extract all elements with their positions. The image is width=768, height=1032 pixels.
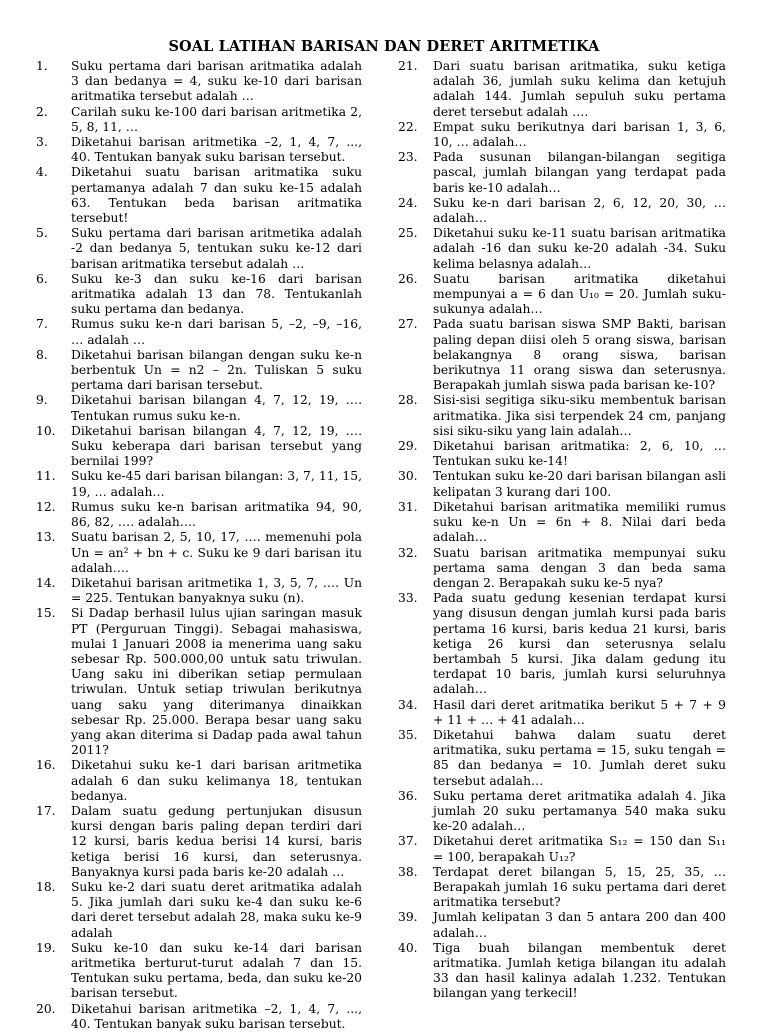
question-item [36,135,362,165]
question-text: Diketahui barisan aritmetika 1, 3, 5, 7, …. Un = 225. Tentukan banyaknya suku (n). [71,575,362,606]
question-text: Pada suatu gedung kesenian terdapat kursi yang disusun dengan jumlah kursi pada baris pertama 16 kursi, baris kedua 21 kursi, baris ketiga 26 kursi dan seterusnya selalu bertambah 5 kursi. Jika dalam gedung itu terdapat 10 baris, jumlah kursi seluruhnya adalah… [433,591,726,697]
question-text: Diketahui barisan bilangan 4, 7, 12, 19, …. Tentukan rumus suku ke-n. [71,393,362,423]
question-text: Diketahui suatu barisan aritmatika suku pertamanya adalah 7 dan suku ke-15 adalah 63. Tentukan beda barisan aritmatika tersebut! [71,165,362,226]
question-item [36,530,362,576]
question-item [36,880,362,941]
question-text: Diketahui barisan aritmetika –2, 1, 4, 7, ..., 40. Tentukan banyak suku barisan tersebut. [71,135,362,165]
question-number: 10. [36,423,56,438]
question-number: 38. [398,864,418,879]
question-text: Tentukan suku ke-20 dari barisan bilangan asli kelipatan 3 kurang dari 100. [433,469,726,499]
question-item [398,698,726,728]
question-number: 16. [36,758,56,773]
question-number: 19. [36,940,56,955]
question-item [398,120,726,150]
question-item [398,728,726,789]
question-item [36,393,362,423]
question-item [36,226,362,272]
question-number: 1. [36,59,48,73]
question-number: 6. [36,271,48,286]
question-number: 25. [398,226,418,241]
question-number: 5. [36,226,48,241]
question-text: Diketahui barisan aritmatika memiliki rumus suku ke-n Un = 6n + 8. Nilai dari beda adalah… [433,499,726,545]
question-number: 33. [398,591,418,606]
right-column [398,59,726,1002]
question-item [36,941,362,1002]
question-text: Empat suku berikutnya dari barisan 1, 3, 6, 10, … adalah… [433,119,726,150]
question-text: Suku ke-10 dan suku ke-14 dari barisan aritmetika berturut-turut adalah 7 dan 15. Tentukan suku pertama, beda, dan suku ke-20 barisan tersebut. [71,940,362,1001]
question-text: Suatu barisan aritmatika diketahui mempunyai a = 6 dan U₁₀ = 20. Jumlah suku-sukunya adalah… [433,271,726,317]
question-text: Suku pertama dari barisan aritmatika adalah 3 dan bedanya = 4, suku ke-10 dari barisan aritmatika tersebut adalah … [71,59,362,104]
question-number: 11. [36,469,56,484]
question-number: 3. [36,135,48,150]
question-item [398,393,726,439]
question-item [398,469,726,499]
question-item [36,758,362,804]
question-text: Suku ke-n dari barisan 2, 6, 12, 20, 30, … adalah… [433,195,726,226]
question-item [36,500,362,530]
question-number: 27. [398,317,418,332]
question-text: Diketahui barisan bilangan 4, 7, 12, 19, …. Suku keberapa dari barisan tersebut yang bernilai 199? [71,423,362,469]
question-number: 40. [398,940,418,955]
question-item [398,941,726,1002]
left-column [36,59,362,1032]
question-text: Diketahui suku ke-1 dari barisan aritmetika adalah 6 dan suku kelimanya 18, tentukan bedanya. [71,758,362,803]
question-item [36,576,362,606]
question-item [36,424,362,470]
question-text: Dalam suatu gedung pertunjukan disusun kursi dengan baris paling depan terdiri dari 12 kursi, baris kedua berisi 14 kursi, baris ketiga berisi 16 kursi, dan seterusnya. Banyaknya kursi pada baris ke-20 adalah … [71,803,362,879]
question-text: Carilah suku ke-100 dari barisan aritmetika 2, 5, 8, 11, … [71,104,362,134]
question-item [36,606,362,758]
question-text: Tiga buah bilangan membentuk deret aritmatika. Jumlah ketiga bilangan itu adalah 33 dan hasil kalinya adalah 1.232. Tentukan bilangan yang terkecil! [433,940,726,1001]
question-text: Sisi-sisi segitiga siku-siku membentuk barisan aritmatika. Jika sisi terpendek 24 cm, panjang sisi siku-siku yang lain adalah… [433,393,726,438]
question-text: Hasil dari deret aritmatika berikut 5 + 7 + 9 + 11 + … + 41 adalah… [433,697,726,727]
question-item [398,865,726,911]
question-item [36,165,362,226]
question-text: Suku ke-45 dari barisan bilangan: 3, 7, 11, 15, 19, … adalah… [71,469,362,499]
question-number: 18. [36,879,56,894]
question-number: 36. [398,788,418,803]
question-text: Suku ke-2 dari suatu deret aritmatika adalah 5. Jika jumlah dari suku ke-4 dan suku ke-6 dari deret tersebut adalah 28, maka suku ke-9 adalah [71,879,362,940]
question-item [398,439,726,469]
question-number: 31. [398,499,418,514]
question-number: 30. [398,469,418,484]
question-item [398,910,726,940]
question-text: Suku ke-3 dan suku ke-16 dari barisan aritmatika adalah 13 dan 78. Tentukanlah suku pertama dan bedanya. [71,271,362,317]
question-number: 37. [398,834,418,849]
question-number: 26. [398,271,418,286]
question-number: 39. [398,910,418,925]
question-number: 4. [36,165,48,180]
question-item [36,804,362,880]
question-text: Si Dadap berhasil lulus ujian saringan masuk PT (Perguruan Tinggi). Sebagai mahasiswa, mulai 1 Januari 2008 ia menerima uang saku sebesar Rp. 500.000,00 untuk satu triwulan. Uang saku ini diberikan setiap permulaan triwulan. Untuk setiap triwulan berikutnya uang saku yang diterimanya dinaikkan sebesar Rp. 25.000. Berapa besar uang saku yang akan diterima si Dadap pada awal tahun 2011? [71,606,362,758]
question-number: 29. [398,439,418,454]
question-item [398,317,726,393]
question-text: Suatu barisan aritmatika mempunyai suku pertama sama dengan 3 dan beda sama dengan 2. Berapakah suku ke-5 nya? [433,545,726,590]
question-text: Diketahui bahwa dalam suatu deret aritmatika, suku pertama = 15, suku tengah = 85 dan bedanya = 10. Jumlah deret suku tersebut adalah… [433,727,726,788]
question-text: Rumus suku ke-n dari barisan 5, –2, –9, –16, … adalah … [71,317,362,347]
question-number: 9. [36,393,48,408]
question-text: Diketahui barisan bilangan dengan suku ke-n berbentuk Un = n2 – 2n. Tuliskan 5 suku pertama dari barisan tersebut. [71,347,362,393]
question-item [36,469,362,499]
question-number: 23. [398,150,418,165]
question-number: 21. [398,59,418,73]
question-item [398,500,726,546]
question-item [36,272,362,318]
question-number: 20. [36,1001,56,1016]
question-number: 14. [36,575,56,590]
question-text: Diketahui suku ke-11 suatu barisan aritmatika adalah -16 dan suku ke-20 adalah -34. Suku kelima belasnya adalah… [433,226,726,271]
question-text: Suku pertama dari barisan aritmetika adalah -2 dan bedanya 5, tentukan suku ke-12 dari barisan aritmatika tersebut adalah … [71,226,362,271]
question-text: Diketahui deret aritmatika S₁₂ = 150 dan S₁₁ = 100, berapakah U₁₂? [433,834,726,864]
question-number: 24. [398,195,418,210]
question-text: Jumlah kelipatan 3 dan 5 antara 200 dan 400 adalah… [433,910,726,940]
question-item [36,317,362,347]
question-number: 13. [36,530,56,545]
question-number: 35. [398,727,418,742]
question-number: 8. [36,347,48,362]
question-number: 34. [398,697,418,712]
question-item [398,591,726,697]
question-item [398,272,726,318]
question-item [398,226,726,272]
question-item [36,59,362,105]
question-item [398,150,726,196]
question-item [398,789,726,835]
question-number: 28. [398,393,418,408]
question-item [36,348,362,394]
question-item [398,196,726,226]
question-item [36,105,362,135]
question-text: Diketahui barisan aritmatika: 2, 6, 10, … Tentukan suku ke-14! [433,439,726,469]
question-number: 22. [398,119,418,134]
question-text: Pada suatu barisan siswa SMP Bakti, barisan paling depan diisi oleh 5 orang siswa, barisan belakangnya 8 orang siswa, barisan berikutnya 11 orang siswa dan seterusnya. Berapakah jumlah siswa pada barisan ke-10? [433,317,726,393]
question-item [398,59,726,120]
question-item [398,546,726,592]
question-text: Suatu barisan 2, 5, 10, 17, …. memenuhi pola Un = an² + bn + c. Suku ke 9 dari barisan itu adalah…. [71,530,362,575]
question-number: 2. [36,104,48,119]
question-number: 7. [36,317,48,332]
question-number: 15. [36,606,56,621]
question-text: Rumus suku ke-n barisan aritmatika 94, 90, 86, 82, …. adalah…. [71,499,362,530]
question-item [36,1002,362,1032]
question-text: Diketahui barisan aritmetika –2, 1, 4, 7, ..., 40. Tentukan banyak suku barisan tersebut. [71,1001,362,1031]
question-number: 32. [398,545,418,560]
question-text: Dari suatu barisan aritmatika, suku ketiga adalah 36, jumlah suku kelima dan ketujuh adalah 144. Jumlah sepuluh suku pertama deret tersebut adalah …. [433,59,726,119]
question-text: Suku pertama deret aritmatika adalah 4. Jika jumlah 20 suku pertamanya 540 maka suku ke-20 adalah… [433,788,726,834]
question-item [398,834,726,864]
question-number: 12. [36,499,56,514]
question-number: 17. [36,803,56,818]
question-text: Terdapat deret bilangan 5, 15, 25, 35, …Berapakah jumlah 16 suku pertama dari deret aritmatika tersebut? [433,864,726,910]
question-text: Pada susunan bilangan-bilangan segitiga pascal, jumlah bilangan yang terdapat pada baris ke-10 adalah… [433,150,726,195]
page-title: SOAL LATIHAN BARISAN DAN DERET ARITMETIKA [168,38,600,55]
